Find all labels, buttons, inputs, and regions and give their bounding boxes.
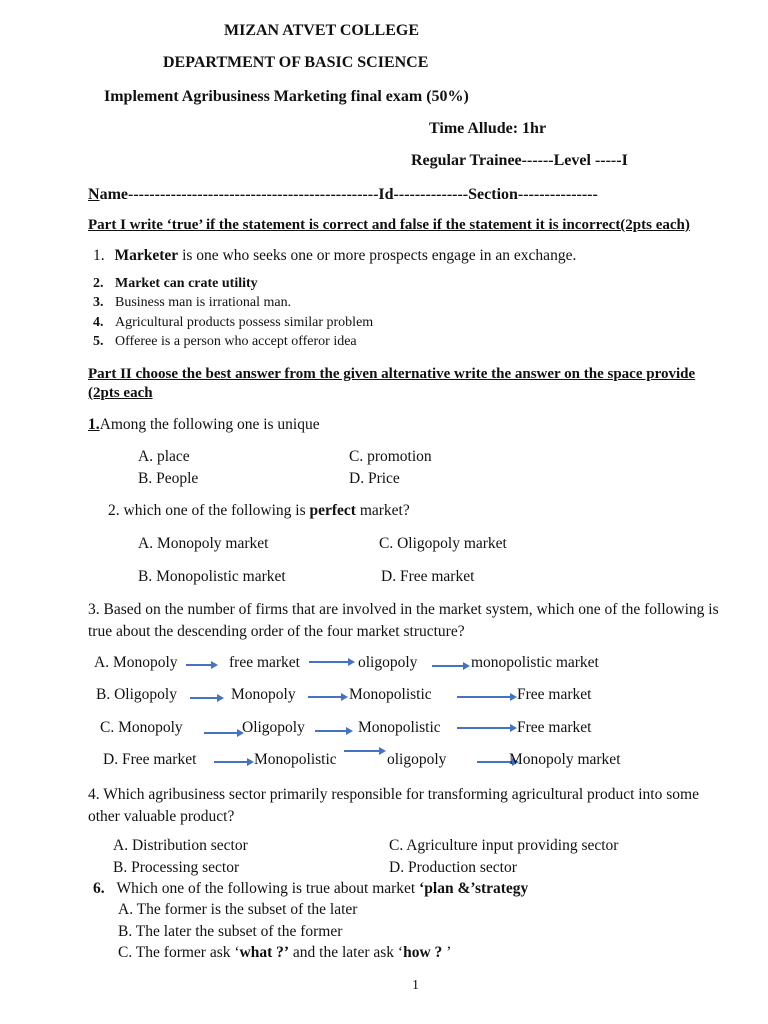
q3-c-item-4: Free market (517, 719, 592, 736)
arrow-icon (186, 664, 212, 666)
part1-q3-number: 3. (93, 295, 104, 310)
q3-d-item-2: Monopolistic (254, 751, 337, 768)
q3-a-item-1: A. Monopoly (94, 654, 178, 671)
arrow-icon (190, 697, 218, 699)
q3-a-item-2: free market (229, 654, 300, 671)
part1-q4-number: 4. (93, 315, 104, 330)
part2-q6-number: 6. (93, 880, 105, 897)
arrow-icon (308, 696, 342, 698)
q3-b-item-4: Free market (517, 686, 592, 703)
part2-q2-option-c: C. Oligopoly market (379, 535, 507, 552)
arrow-icon (309, 661, 349, 663)
arrow-icon (214, 761, 248, 763)
part2-title: Part II choose the best answer from the given alternative write the answer on the space provide (2pts each (88, 366, 696, 401)
name-id-section-text: ame-----------------------------------------------Id--------------Section--------------- (99, 186, 598, 203)
q3-d-item-4: Monopoly market (509, 751, 621, 768)
part1-q1-bold: Marketer (114, 247, 179, 264)
arrow-icon (344, 750, 380, 752)
q6-c-bold-1: what ?’ (239, 944, 290, 961)
q3-d-item-1: D. Free market (103, 751, 197, 768)
arrow-icon (204, 732, 238, 734)
part2-q2 (108, 502, 410, 521)
part1-q3-text: Business man is irrational man. (115, 295, 292, 310)
part1-q1 (93, 247, 576, 266)
arrow-icon (315, 730, 347, 732)
q6-c-post: ’ (442, 944, 452, 961)
part1-q5-number: 5. (93, 334, 104, 349)
part2-q1-number: 1. (88, 416, 100, 433)
part2-q1-option-d: D. Price (349, 470, 400, 487)
q3-c-item-2: Oligopoly (242, 719, 305, 736)
part1-q2-number: 2. (93, 276, 104, 291)
q3-b-item-3: Monopolistic (349, 686, 432, 703)
part1-q2 (93, 276, 258, 293)
arrow-icon (457, 727, 511, 729)
college-name: MIZAN ATVET COLLEGE (224, 22, 420, 39)
part1-q5 (93, 334, 357, 351)
part2-q6-option-c (118, 944, 451, 963)
part2-q2-option-a: A. Monopoly market (138, 535, 269, 552)
q3-c-item-1: C. Monopoly (100, 719, 183, 736)
part2-q4-option-a: A. Distribution sector (113, 837, 248, 854)
q3-c-item-3: Monopolistic (358, 719, 441, 736)
part2-q1-option-c: C. promotion (349, 448, 432, 465)
q6-c-bold-2: how ? (403, 944, 443, 961)
part2-q2-bold: perfect (309, 502, 356, 519)
q6-c-pre: C. The former ask ‘ (118, 944, 240, 961)
part2-q1-option-b: B. People (138, 470, 199, 487)
part2-q1-text: Among the following one is unique (99, 416, 320, 433)
part2-q4-option-c: C. Agriculture input providing sector (389, 837, 619, 854)
arrow-icon (432, 665, 464, 667)
part1-title: Part I write ‘true’ if the statement is correct and false if the statement it is incorrect(2pts each) (88, 217, 690, 233)
part2-q1-option-a: A. place (138, 448, 190, 465)
exam-title: Implement Agribusiness Marketing final exam (50%) (104, 88, 469, 105)
department-name: DEPARTMENT OF BASIC SCIENCE (163, 54, 429, 71)
name-initial: N (88, 186, 100, 203)
part2-q1 (88, 416, 320, 435)
part2-q2-option-d: D. Free market (381, 568, 475, 585)
part1-q1-number: 1. (93, 247, 105, 264)
part1-q4 (93, 315, 373, 332)
arrow-icon (457, 696, 511, 698)
part2-q4: 4. Which agribusiness sector primarily responsible for transforming agricultural product into some other valuable product? (88, 786, 699, 825)
part1-q5-text: Offeree is a person who accept offeror idea (115, 334, 357, 349)
part1-q2-text: Market can crate utility (115, 276, 258, 291)
q3-d-item-3: oligopoly (387, 751, 447, 768)
part1-q3 (93, 295, 291, 312)
time-allowed: Time Allude: 1hr (429, 120, 547, 137)
part2-q4-option-b: B. Processing sector (113, 859, 240, 876)
part2-q2-post: market? (355, 502, 410, 519)
page-number: 1 (412, 978, 419, 993)
part2-q4-option-d: D. Production sector (389, 859, 517, 876)
q3-a-item-3: oligopoly (358, 654, 418, 671)
part2-q6-pre: Which one of the following is true about market (116, 880, 420, 897)
q3-b-item-1: B. Oligopoly (96, 686, 177, 703)
q3-a-item-4: monopolistic market (471, 654, 599, 671)
part2-q6-option-b: B. The later the subset of the former (118, 923, 343, 940)
part1-q1-text: is one who seeks one or more prospects engage in an exchange. (178, 247, 577, 264)
arrow-icon (477, 761, 513, 763)
part2-q3: 3. Based on the number of firms that are involved in the market system, which one of the following is true about the descending order of the four market structure? (88, 601, 719, 640)
part2-q6-bold: ‘plan &’strategy (419, 880, 529, 897)
trainee-level: Regular Trainee------Level -----I (411, 152, 628, 169)
name-id-section-line (88, 185, 598, 204)
q6-c-mid: and the later ask ‘ (289, 944, 404, 961)
q3-b-item-2: Monopoly (231, 686, 296, 703)
part2-q2-option-b: B. Monopolistic market (138, 568, 286, 585)
part2-q2-pre: 2. which one of the following is (108, 502, 310, 519)
part2-q6-option-a: A. The former is the subset of the later (118, 901, 358, 918)
part2-q6 (93, 880, 528, 899)
part1-q4-text: Agricultural products possess similar problem (115, 315, 374, 330)
